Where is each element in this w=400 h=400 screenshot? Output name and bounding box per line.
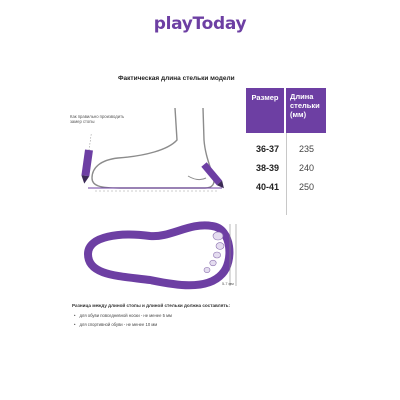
pencil-right-icon <box>201 162 226 190</box>
notes-title: Разница между длиной стопы и длиной стельки должна составлять: <box>72 303 230 308</box>
header-size: Размер <box>246 88 284 133</box>
header-length: Длина стельки (мм) <box>286 88 326 133</box>
foot-side-icon <box>92 108 214 188</box>
insole-icon <box>88 224 236 286</box>
table-divider <box>286 133 287 215</box>
size-cell: 40-41 <box>256 182 280 192</box>
measurement-instruction: Как правильно производить замер стопы <box>70 114 125 124</box>
length-cell: 250 <box>299 182 315 192</box>
pencil-left-icon <box>80 134 95 185</box>
notes-list <box>74 311 172 329</box>
list-item: • для обуви повседневной носки - не менее 5 мм <box>74 311 172 320</box>
length-cell: 240 <box>299 163 315 173</box>
size-cell: 38-39 <box>256 163 280 173</box>
brand-logo: playToday <box>153 14 247 34</box>
page-heading: Фактическая длина стельки модели <box>118 75 235 82</box>
list-item: • для спортивной обуви - не менее 10 мм <box>74 320 172 329</box>
gap-label: 5-7 мм <box>222 282 234 286</box>
size-cell: 36-37 <box>256 144 280 154</box>
length-cell: 235 <box>299 144 315 154</box>
